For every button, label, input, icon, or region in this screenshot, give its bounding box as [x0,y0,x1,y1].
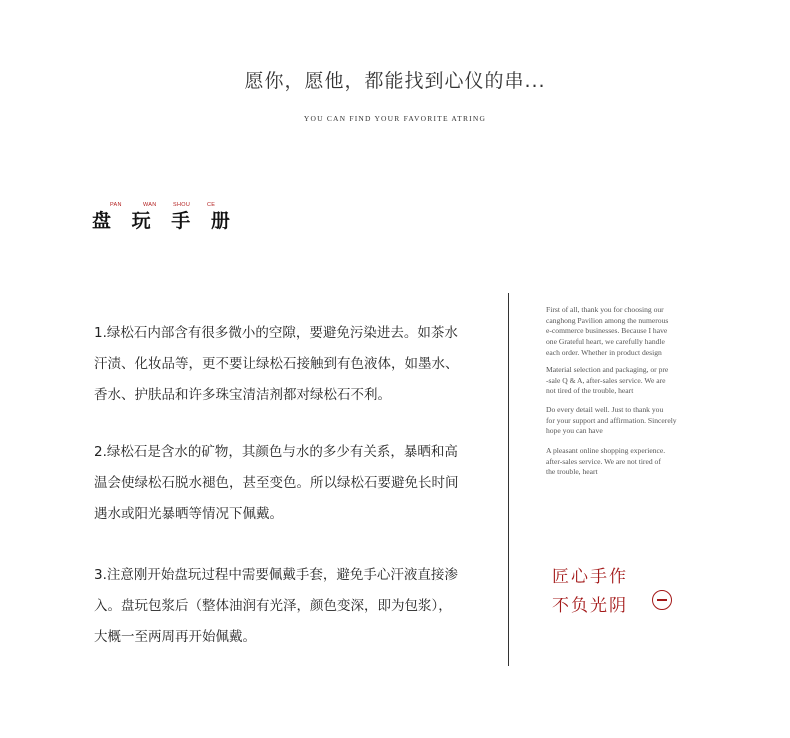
english-note-2: Material selection and packaging, or pre -sale Q & A, after-sales service. We are not tired of the trouble, heart [546,365,669,396]
headline: 愿你，愿他，都能找到心仪的串... [244,70,546,92]
pinyin-ce: CE [207,202,216,208]
pinyin-pan: PAN [110,202,122,208]
tip-paragraph-2: 2.绿松石是含水的矿物，其颜色与水的多少有关系，暴晒和高 温会使绿松石脱水褪色，甚至变色。所以绿松石要避免长时间 遇水或阳光暴晒等情况下佩戴。 [94,444,459,522]
tip-paragraph-1: 1.绿松石内部含有很多微小的空隙，要避免污染进去。如茶水 汗渍、化妆品等，更不要让绿松石接触到有色液体，如墨水、 香水、护肤品和许多珠宝清洁剂都对绿松石不利。 [94,325,459,403]
english-note-1: First of all, thank you for choosing our canghong Pavilion among the numerous e-commerce businesses. Because I have one Grateful heart, we carefully handle each order. Whether in product design [546,305,669,357]
english-note-4: A pleasant online shopping experience. after-sales service. We are not tired of the trouble, heart [546,446,666,477]
subheadline: YOU CAN FIND YOUR FAVORITE ATRING [303,114,487,123]
english-note-3: Do every detail well. Just to thank you for your support and affirmation. Sincerely hope you can have [546,405,677,436]
pinyin-shou: SHOU [173,202,191,208]
vertical-divider [508,293,509,666]
manual-title: 盘 玩 手 册 [92,210,237,232]
slogan-line-2: 不负光阴 [552,596,628,616]
minus-circle-icon [652,590,672,610]
slogan-line-1: 匠心手作 [552,567,628,587]
pinyin-wan: WAN [143,202,157,208]
tip-paragraph-3: 3.注意刚开始盘玩过程中需要佩戴手套，避免手心汗液直接渗 入。盘玩包浆后（整体油润有光泽，颜色变深，即为包浆）， 大概一至两周再开始佩戴。 [94,567,458,645]
